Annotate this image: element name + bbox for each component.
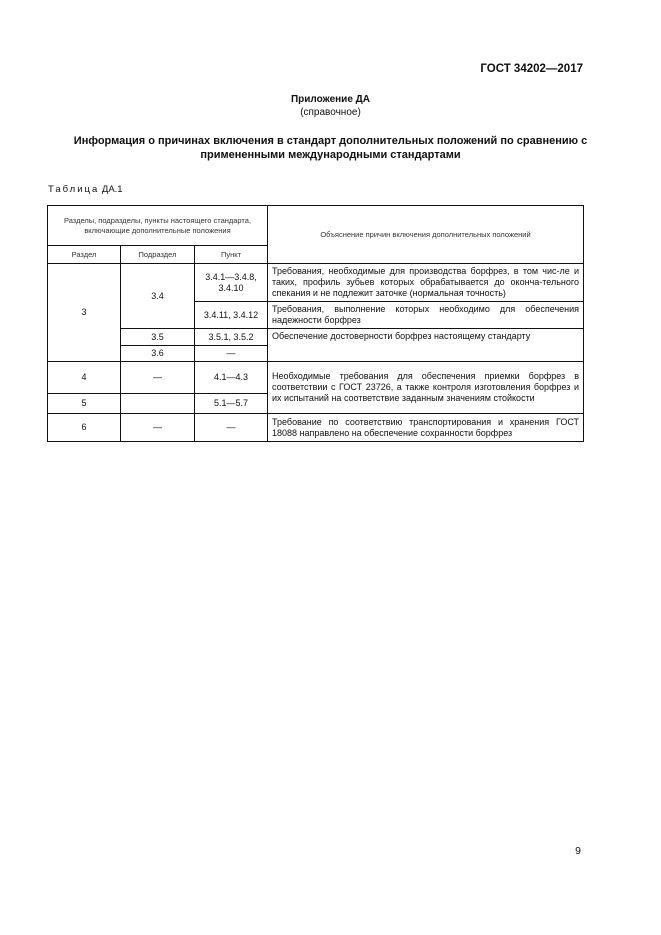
subsection-cell: 3.5 xyxy=(121,329,195,346)
clause-cell: 3.5.1, 3.5.2 xyxy=(195,329,268,346)
annex-title-block xyxy=(0,93,661,119)
section-cell: 3 xyxy=(48,264,121,362)
section-cell: 6 xyxy=(48,414,121,442)
annex-title: Приложение ДА xyxy=(290,94,371,105)
explanation-cell: Обеспечение достоверности борфрез настоящему стандарту xyxy=(268,329,584,362)
col-section-header: Раздел xyxy=(48,246,121,264)
table-caption-word: Таблица xyxy=(48,184,100,195)
table-row xyxy=(48,362,584,394)
table-row xyxy=(48,264,584,302)
page-number: 9 xyxy=(575,845,581,857)
explanation-cell: Требования, выполнение которых необходимо для обеспечения надежности борфрез xyxy=(268,302,584,329)
section-cell: 5 xyxy=(48,394,121,414)
explanation-cell: Требование по соответствию транспортирования и хранения ГОСТ 18088 направлено на обеспечение сохранности борфрез xyxy=(268,414,584,442)
clause-cell: 3.4.1—3.4.8, 3.4.10 xyxy=(195,264,268,302)
section-heading: Информация о причинах включения в стандарт дополнительных положений по сравнению с примененными международными стандартами xyxy=(73,135,588,161)
table-row xyxy=(48,329,584,346)
clause-cell: 4.1—4.3 xyxy=(195,362,268,394)
table-header-row xyxy=(48,206,584,246)
clause-cell: — xyxy=(195,346,268,362)
table-caption xyxy=(48,184,123,195)
subsection-cell: 3.4 xyxy=(121,264,195,329)
subsection-cell: — xyxy=(121,414,195,442)
explanation-cell: Требования, необходимые для производства борфрез, в том чис-ле и таких, профиль зубьев которых обрабатывается до оконча-тельного спекания и не подлежит заточке (нормальная точность) xyxy=(268,264,584,302)
table-caption-number: ДА.1 xyxy=(101,184,123,195)
table-row xyxy=(48,414,584,442)
annex-type: (справочное) xyxy=(300,107,361,118)
subsection-cell: 3.6 xyxy=(121,346,195,362)
explanation-cell: Необходимые требования для обеспечения приемки борфрез в соответствии с ГОСТ 23726, а также контроля изготовления борфрез и их испытаний на соответствие заданным значениям стойкости xyxy=(268,362,584,414)
subsection-cell: — xyxy=(121,362,195,394)
explanation-header: Объяснение причин включения дополнительных положений xyxy=(268,206,584,264)
reasons-table xyxy=(47,205,584,442)
section-cell: 4 xyxy=(48,362,121,394)
clause-cell: 5.1—5.7 xyxy=(195,394,268,414)
col-clause-header: Пункт xyxy=(195,246,268,264)
col-subsection-header: Подраздел xyxy=(121,246,195,264)
clause-cell: — xyxy=(195,414,268,442)
group-header: Разделы, подразделы, пункты настоящего стандарта, включающие дополнительные положения xyxy=(48,206,268,246)
document-code: ГОСТ 34202—2017 xyxy=(480,63,583,75)
clause-cell: 3.4.11, 3.4.12 xyxy=(195,302,268,329)
subsection-cell xyxy=(121,394,195,414)
